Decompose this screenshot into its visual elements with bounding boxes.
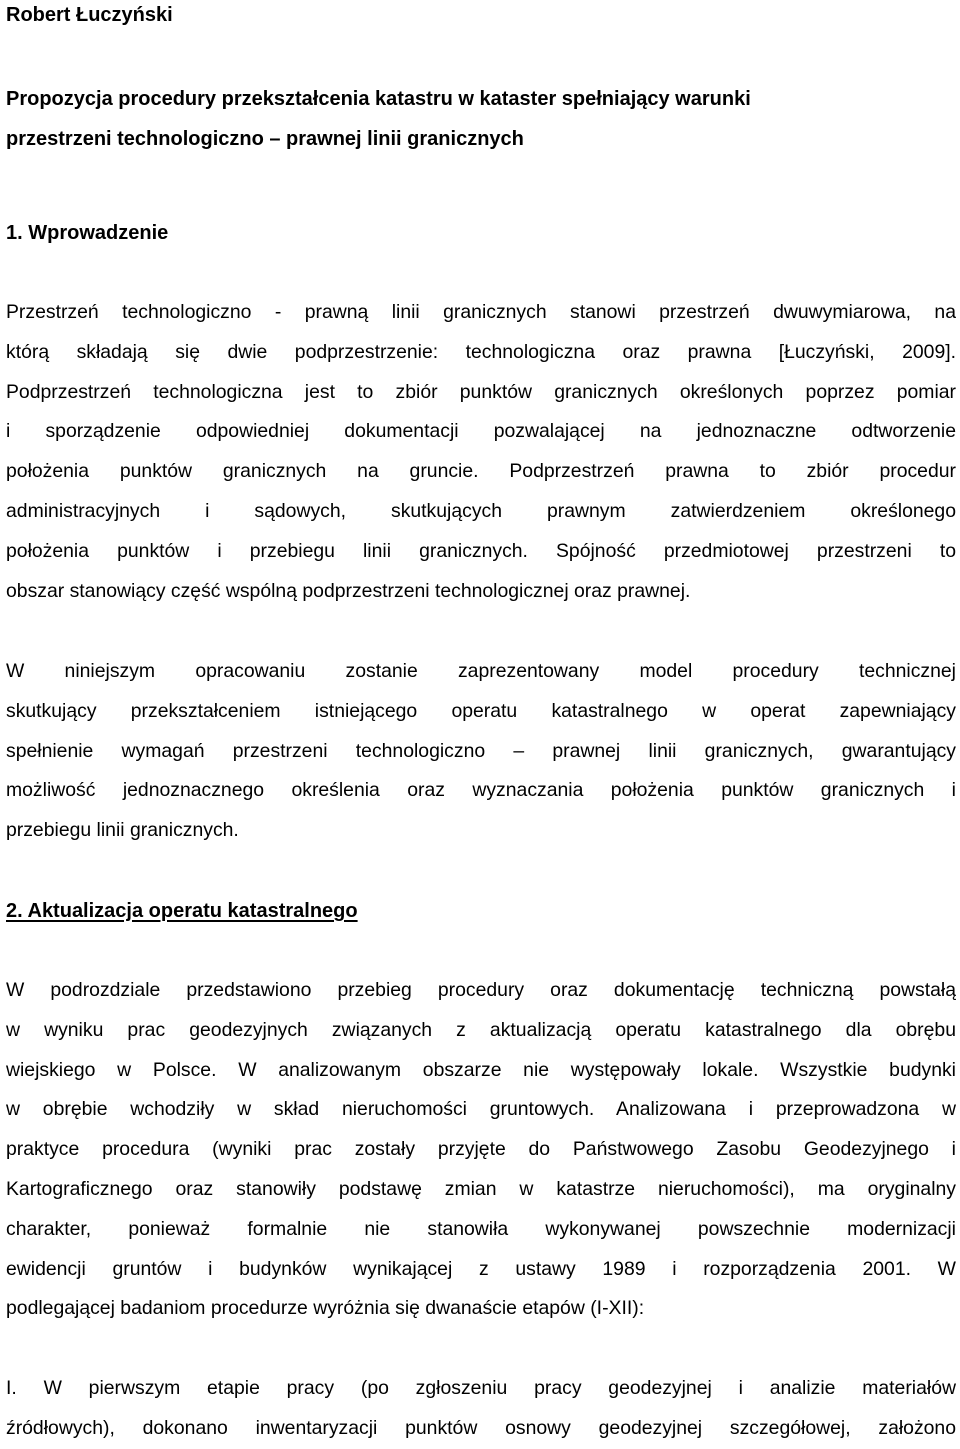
- text-line: Kartograficznego oraz stanowiły podstawę zmian w katastrze nieruchomości), ma oryginalny: [6, 1177, 956, 1200]
- text-line: W niniejszym opracowaniu zostanie zaprezentowany model procedury technicznej: [6, 660, 956, 682]
- section-heading-cadastre-update: 2. Aktualizacja operatu katastralnego: [6, 900, 358, 922]
- text-line: praktyce procedura (wyniki prac zostały przyjęte do Państwowego Zasobu Geodezyjnego i: [6, 1138, 956, 1161]
- text-line: w obrębie wchodziły w skład nieruchomości gruntowych. Analizowana i przeprowadzona w: [6, 1098, 956, 1121]
- text-line: położenia punktów i przebiegu linii granicznych. Spójność przedmiotowej przestrzeni to: [6, 539, 956, 562]
- text-line: Podprzestrzeń technologiczna jest to zbiór punktów granicznych określonych poprzez pomiar: [6, 380, 956, 403]
- text-line: podlegającej badaniom procedurze wyróżnia się dwanaście etapów (I-XII):: [6, 1297, 645, 1320]
- text-line: możliwość jednoznacznego określenia oraz wyznaczania położenia punktów granicznych i: [6, 779, 956, 802]
- text-line: przebiegu linii granicznych.: [6, 819, 239, 842]
- document-title: [6, 79, 751, 159]
- text-line: obszar stanowiący część wspólną podprzestrzeni technologicznej oraz prawnej.: [6, 579, 691, 602]
- section-heading-introduction: 1. Wprowadzenie: [6, 222, 169, 244]
- title-line: przestrzeni technologiczno – prawnej linii granicznych: [6, 128, 524, 150]
- paragraph-intro-2: [6, 652, 956, 851]
- text-line: źródłowych), dokonano inwentaryzacji punktów osnowy geodezyjnej szczegółowej, założono: [6, 1416, 956, 1439]
- text-line: w wyniku prac geodezyjnych związanych z aktualizacją operatu katastralnego dla obrębu: [6, 1018, 956, 1041]
- text-line: wiejskiego w Polsce. W analizowanym obszarze nie występowały lokale. Wszystkie budynki: [6, 1058, 956, 1081]
- text-line: administracyjnych i sądowych, skutkujących prawnym zatwierdzeniem określonego: [6, 499, 956, 522]
- paragraph-section2-2: [6, 1369, 956, 1449]
- text-line: którą składają się dwie podprzestrzenie: technologiczna oraz prawna [Łuczyński, 2009].: [6, 340, 956, 363]
- title-line: Propozycja procedury przekształcenia katastru w kataster spełniający warunki: [6, 88, 751, 110]
- text-line: skutkujący przekształceniem istniejącego operatu katastralnego w operat zapewniający: [6, 699, 956, 722]
- text-line: położenia punktów granicznych na gruncie. Podprzestrzeń prawna to zbiór procedur: [6, 460, 956, 483]
- text-line: ewidencji gruntów i budynków wynikającej z ustawy 1989 i rozporządzenia 2001. W: [6, 1257, 956, 1280]
- text-line: Przestrzeń technologiczno - prawną linii granicznych stanowi przestrzeń dwuwymiarowa, na: [6, 301, 956, 323]
- text-line: charakter, ponieważ formalnie nie stanowiła wykonywanej powszechnie modernizacji: [6, 1217, 956, 1240]
- paragraph-intro-1: [6, 293, 956, 611]
- text-line: I. W pierwszym etapie pracy (po zgłoszeniu pracy geodezyjnej i analizie materiałów: [6, 1377, 956, 1399]
- paragraph-section2-1: [6, 971, 956, 1329]
- text-line: spełnienie wymagań przestrzeni technologiczno – prawnej linii granicznych, gwarantujący: [6, 739, 956, 762]
- text-line: i sporządzenie odpowiedniej dokumentacji pozwalającej na jednoznaczne odtworzenie: [6, 420, 956, 443]
- author-name: Robert Łuczyński: [6, 4, 173, 26]
- text-line: W podrozdziale przedstawiono przebieg procedury oraz dokumentację techniczną powstałą: [6, 979, 956, 1001]
